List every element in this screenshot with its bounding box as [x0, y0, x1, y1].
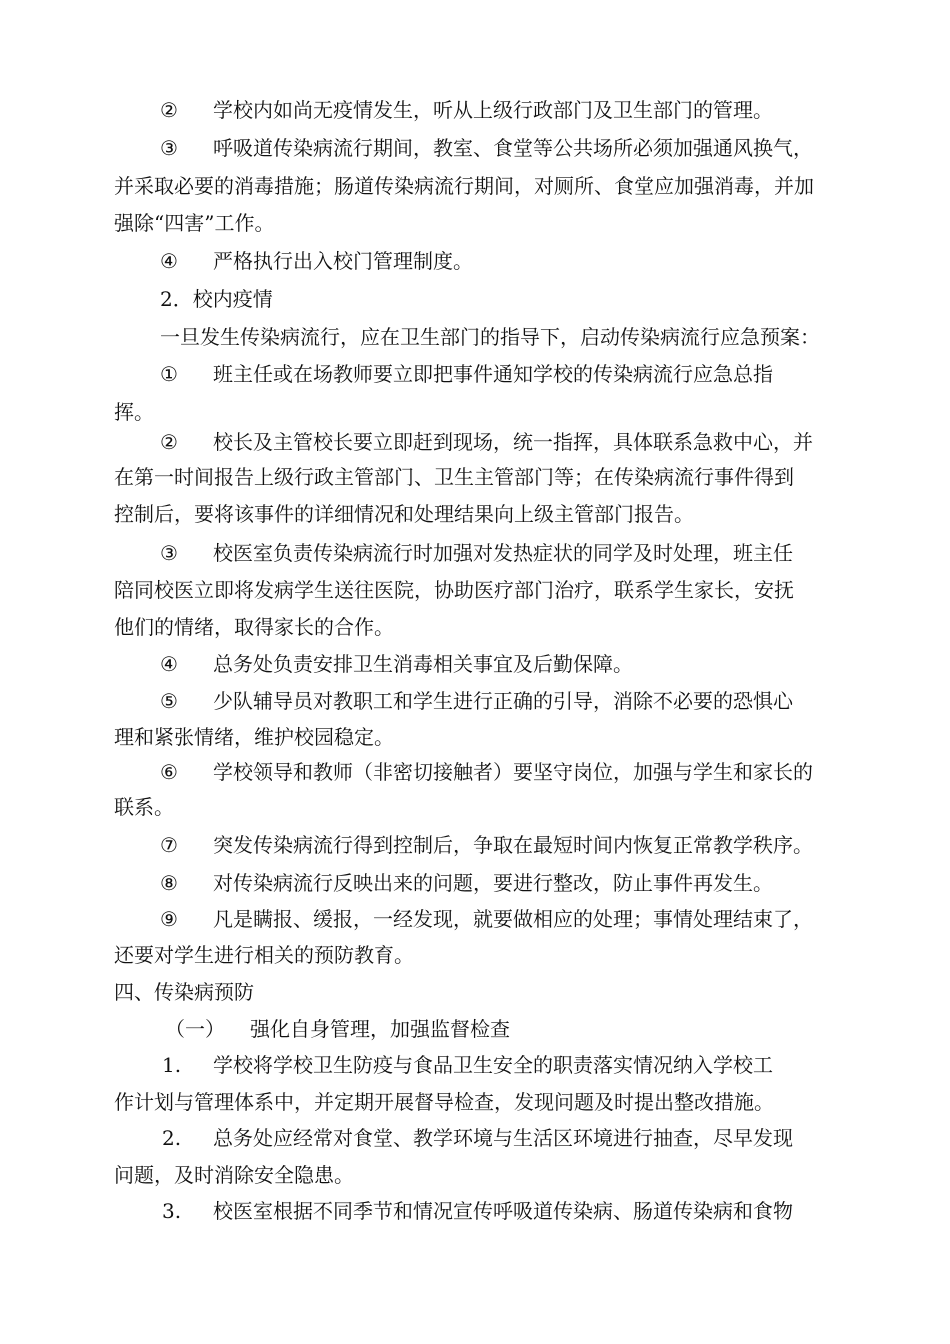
item-text: 学校将学校卫生防疫与食品卫生安全的职责落实情况纳入学校工 [213, 1053, 773, 1077]
item-text: 总务处负责安排卫生消毒相关事宜及后勤保障。 [213, 652, 633, 676]
item-text: 突发传染病流行得到控制后，争取在最短时间内恢复正常教学秩序。 [213, 833, 813, 857]
item-marker: ① [160, 362, 178, 386]
item-text: 总务处应经常对食堂、教学环境与生活区环境进行抽查，尽早发现 [213, 1126, 793, 1150]
item-text: 学校领导和教师（非密切接触者）要坚守岗位，加强与学生和家长的 [213, 760, 813, 784]
item-text: 校长及主管校长要立即赶到现场，统一指挥，具体联系急救中心，并 [213, 430, 813, 454]
item-text: 严格执行出入校门管理制度。 [213, 249, 473, 273]
heading-text: 2．校内疫情 [160, 287, 273, 311]
paragraph-text: 联系。 [114, 795, 174, 819]
item-number: 2. [162, 1126, 182, 1150]
paragraph-text: 一旦发生传染病流行，应在卫生部门的指导下，启动传染病流行应急预案： [160, 325, 820, 349]
item-marker: ⑨ [160, 907, 178, 931]
item-marker: ⑥ [160, 760, 178, 784]
item-marker: ③ [160, 136, 178, 160]
item-marker: ④ [160, 249, 178, 273]
paragraph-text: 强除“四害”工作。 [114, 211, 275, 235]
item-text: 校医室根据不同季节和情况宣传呼吸道传染病、肠道传染病和食物 [213, 1199, 793, 1223]
paragraph-text: 并采取必要的消毒措施；肠道传染病流行期间，对厕所、食堂应加强消毒，并加 [114, 174, 814, 198]
paragraph-text: 他们的情绪，取得家长的合作。 [114, 615, 394, 639]
paragraph-text: 问题，及时消除安全隐患。 [114, 1163, 354, 1187]
subsection-marker: （一） [165, 1017, 225, 1041]
heading-text: 四、传染病预防 [114, 980, 254, 1004]
paragraph-text: 控制后，要将该事件的详细情况和处理结果向上级主管部门报告。 [114, 502, 694, 526]
item-text: 班主任或在场教师要立即把事件通知学校的传染病流行应急总指 [213, 362, 773, 386]
item-marker: ② [160, 430, 178, 454]
item-text: 少队辅导员对教职工和学生进行正确的引导，消除不必要的恐惧心 [213, 689, 793, 713]
paragraph-text: 陪同校医立即将发病学生送往医院，协助医疗部门治疗，联系学生家长，安抚 [114, 578, 794, 602]
item-marker: ③ [160, 541, 178, 565]
paragraph-text: 在第一时间报告上级行政主管部门、卫生主管部门等；在传染病流行事件得到 [114, 465, 794, 489]
item-marker: ⑤ [160, 689, 178, 713]
item-number: 1. [162, 1053, 182, 1077]
item-marker: ② [160, 98, 178, 122]
item-text: 呼吸道传染病流行期间，教室、食堂等公共场所必须加强通风换气， [213, 136, 813, 160]
paragraph-text: 还要对学生进行相关的预防教育。 [114, 943, 414, 967]
item-text: 校医室负责传染病流行时加强对发热症状的同学及时处理，班主任 [213, 541, 793, 565]
paragraph-text: 作计划与管理体系中，并定期开展督导检查，发现问题及时提出整改措施。 [114, 1090, 774, 1114]
item-text: 学校内如尚无疫情发生，听从上级行政部门及卫生部门的管理。 [213, 98, 773, 122]
item-marker: ④ [160, 652, 178, 676]
paragraph-text: 挥。 [114, 400, 154, 424]
item-marker: ⑦ [160, 833, 178, 857]
item-text: 对传染病流行反映出来的问题，要进行整改，防止事件再发生。 [213, 871, 773, 895]
item-text: 凡是瞒报、缓报，一经发现，就要做相应的处理；事情处理结束了， [213, 907, 813, 931]
heading-text: 强化自身管理，加强监督检查 [250, 1017, 510, 1041]
paragraph-text: 理和紧张情绪，维护校园稳定。 [114, 725, 394, 749]
item-number: 3. [162, 1199, 182, 1223]
item-marker: ⑧ [160, 871, 178, 895]
